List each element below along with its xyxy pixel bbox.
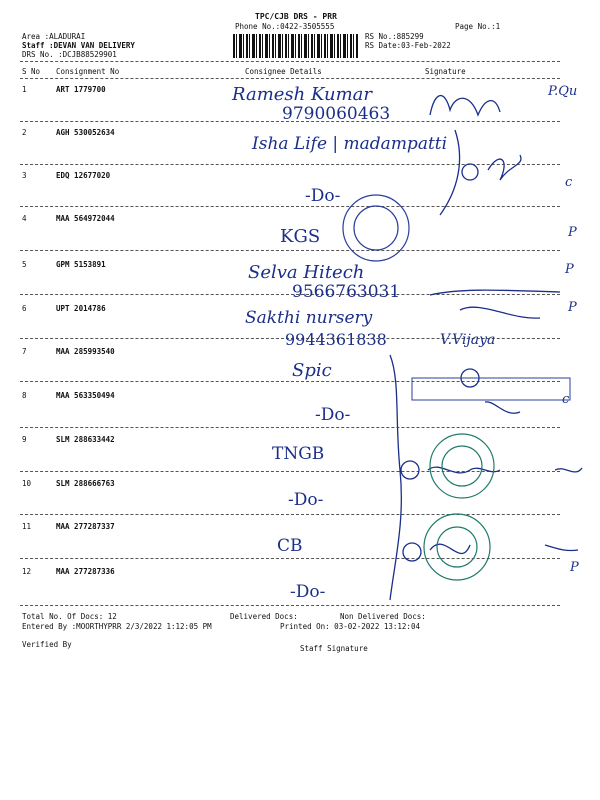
handwritten-consignee: Ramesh Kumar <box>232 84 373 105</box>
row-sno: 2 <box>22 128 27 137</box>
delivered-docs: Delivered Docs: <box>230 612 298 621</box>
handwritten-ditto: -Do- <box>305 186 341 206</box>
row-sno: 6 <box>22 304 27 313</box>
row-sno: 12 <box>22 567 32 576</box>
row-sno: 10 <box>22 479 32 488</box>
row-sno: 8 <box>22 391 27 400</box>
stamp-rect <box>412 378 570 400</box>
margin-mark: P <box>565 262 574 277</box>
total-docs: Total No. Of Docs: 12 <box>22 612 117 621</box>
row-sno: 4 <box>22 214 27 223</box>
row-consignment: AGH 530052634 <box>56 128 115 137</box>
row-sno: 9 <box>22 435 27 444</box>
row-consignment: MAA 563350494 <box>56 391 115 400</box>
row-consignment: MAA 277287337 <box>56 522 115 531</box>
entered-by: Entered By :MOORTHYPRR 2/3/2022 1:12:05 PM <box>22 622 212 631</box>
handwritten-ditto: -Do- <box>315 405 351 425</box>
stamp-green <box>424 434 494 580</box>
page-number: Page No.:1 <box>455 22 501 31</box>
handwritten-consignee: TNGB <box>272 444 325 464</box>
margin-mark: c <box>562 392 570 407</box>
row-consignment: MAA 564972044 <box>56 214 115 223</box>
staff-label: Staff :DEVAN VAN DELIVERY <box>22 41 135 50</box>
handwritten-consignee: Sakthi nursery <box>245 308 373 328</box>
margin-mark: P <box>568 225 577 240</box>
row-consignment: UPT 2014786 <box>56 304 106 313</box>
margin-mark: P <box>570 560 579 575</box>
stamp-blue <box>343 195 409 261</box>
col-sno: S No <box>22 67 41 76</box>
handwritten-ditto: -Do- <box>290 582 326 602</box>
non-delivered-docs: Non Delivered Docs: <box>340 612 426 621</box>
row-sno: 3 <box>22 171 27 180</box>
row-consignment: GPM 5153891 <box>56 260 106 269</box>
drs-number: DRS No. :DCJB88529901 <box>22 50 117 59</box>
handwritten-consignee: Spic <box>292 360 332 381</box>
row-consignment: MAA 285993540 <box>56 347 115 356</box>
row-sno: 11 <box>22 522 32 531</box>
row-consignment: MAA 277287336 <box>56 567 115 576</box>
col-consignment: Consignment No <box>56 67 120 76</box>
rs-number: RS No.:885299 <box>365 32 424 41</box>
handwritten-ditto: -Do- <box>288 490 324 510</box>
row-sno: 5 <box>22 260 27 269</box>
handwritten-signature: V.Vijaya <box>440 332 496 348</box>
margin-mark: c <box>565 175 573 190</box>
handwritten-consignee: KGS <box>280 226 321 247</box>
area-label: Area :ALADURAI <box>22 32 86 41</box>
handwritten-consignee: CB <box>277 536 303 556</box>
row-consignment: SLM 288666763 <box>56 479 115 488</box>
margin-mark: P.Qu <box>548 84 578 99</box>
row-consignment: SLM 288633442 <box>56 435 115 444</box>
staff-signature: Staff Signature <box>300 644 368 653</box>
margin-mark: P <box>568 300 577 315</box>
col-consignee: Consignee Details <box>245 67 322 76</box>
handwritten-phone: 9944361838 <box>285 330 387 349</box>
handwritten-phone: 9566763031 <box>292 282 401 302</box>
printed-on: Printed On: 03-02-2022 13:12:04 <box>280 622 420 631</box>
verified-by: Verified By <box>22 640 72 649</box>
row-sno: 1 <box>22 85 27 94</box>
row-sno: 7 <box>22 347 27 356</box>
col-signature: Signature <box>425 67 466 76</box>
handwritten-consignee: Isha Life | madampatti <box>252 134 448 154</box>
row-consignment: EDQ 12677020 <box>56 171 111 180</box>
row-consignment: ART 1779700 <box>56 85 106 94</box>
rs-date: RS Date:03-Feb-2022 <box>365 41 451 50</box>
handwritten-phone: 9790060463 <box>282 104 391 124</box>
phone-number: Phone No.:0422-3505555 <box>235 22 335 31</box>
report-title: TPC/CJB DRS - PRR <box>255 12 337 21</box>
handwritten-consignee: Selva Hitech <box>248 262 365 283</box>
